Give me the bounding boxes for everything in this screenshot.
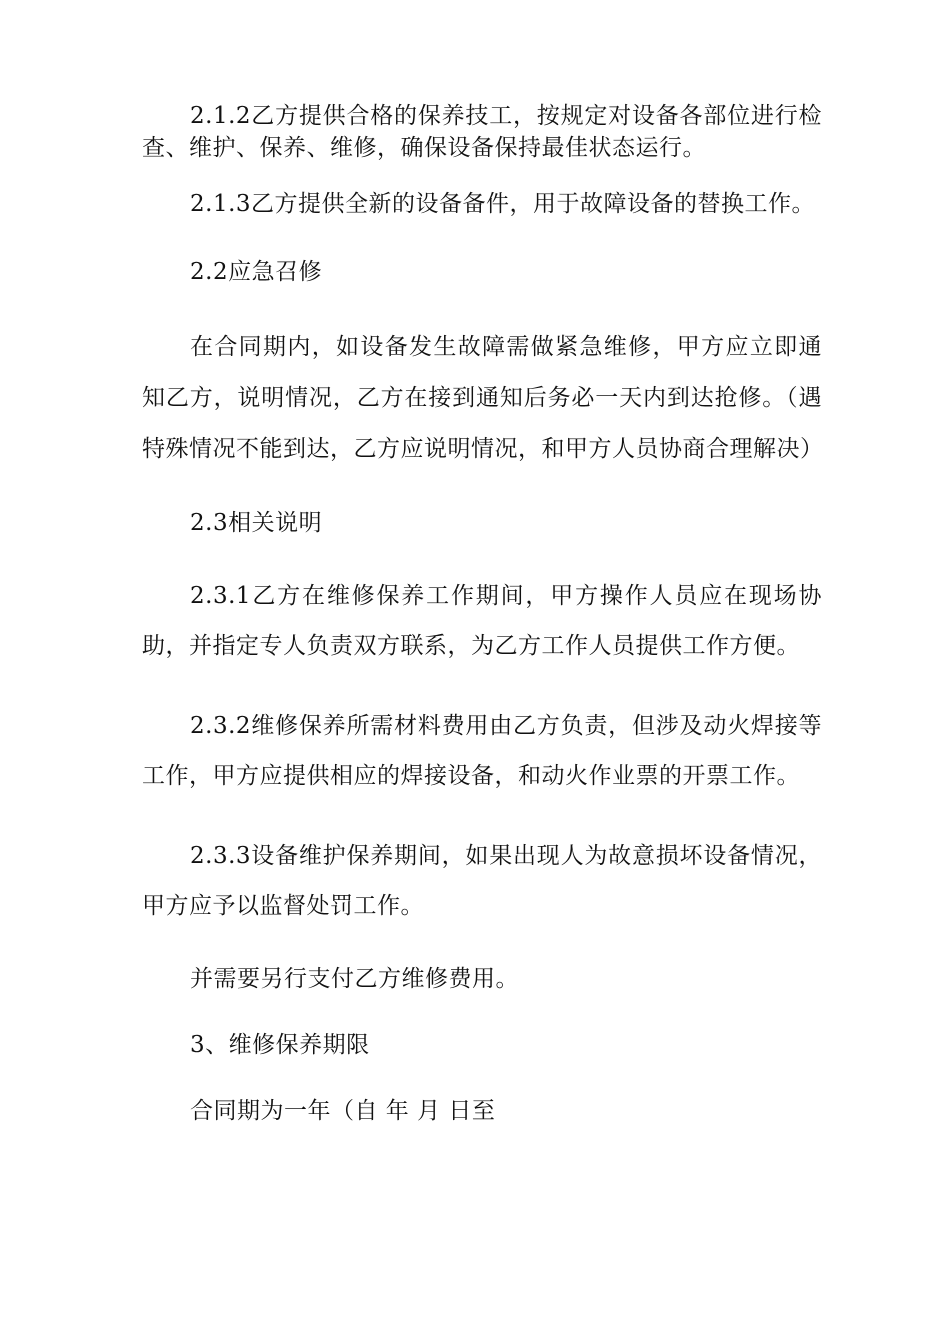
heading-3: 3、维修保养期限 bbox=[190, 1032, 370, 1058]
paragraph-2-3-2: 2.3.2维修保养所需材料费用由乙方负责，但涉及动火焊接等工作，甲方应提供相应的焊接设备，和动火作业票的开票工作。 bbox=[142, 713, 822, 789]
document-page bbox=[142, 100, 822, 1129]
paragraph-2-3-3: 2.3.3设备维护保养期间，如果出现人为故意损坏设备情况，甲方应予以监督处罚工作。 bbox=[142, 843, 822, 919]
heading-2-2: 2.2应急召修 bbox=[190, 259, 323, 285]
paragraph-2-1-3: 2.1.3乙方提供全新的设备备件，用于故障设备的替换工作。 bbox=[190, 191, 816, 217]
paragraph-contract-period: 合同期为一年（自 年 月 日至 bbox=[190, 1098, 496, 1124]
heading-2-3: 2.3相关说明 bbox=[190, 510, 323, 536]
paragraph-2-3-1: 2.3.1乙方在维修保养工作期间，甲方操作人员应在现场协助，并指定专人负责双方联系，为乙方工作人员提供工作方便。 bbox=[142, 583, 822, 659]
paragraph-emergency-repair: 在合同期内，如设备发生故障需做紧急维修，甲方应立即通知乙方，说明情况，乙方在接到通知后务必一天内到达抢修。（遇 特殊情况不能到达，乙方应说明情况，和甲方人员协商合理解决） bbox=[142, 334, 824, 462]
paragraph-2-1-2: 2.1.2乙方提供合格的保养技工，按规定对设备各部位进行检查、维护、保养、维修，确保设备保持最佳状态运行。 bbox=[142, 103, 822, 161]
paragraph-extra-fee: 并需要另行支付乙方维修费用。 bbox=[190, 966, 519, 992]
